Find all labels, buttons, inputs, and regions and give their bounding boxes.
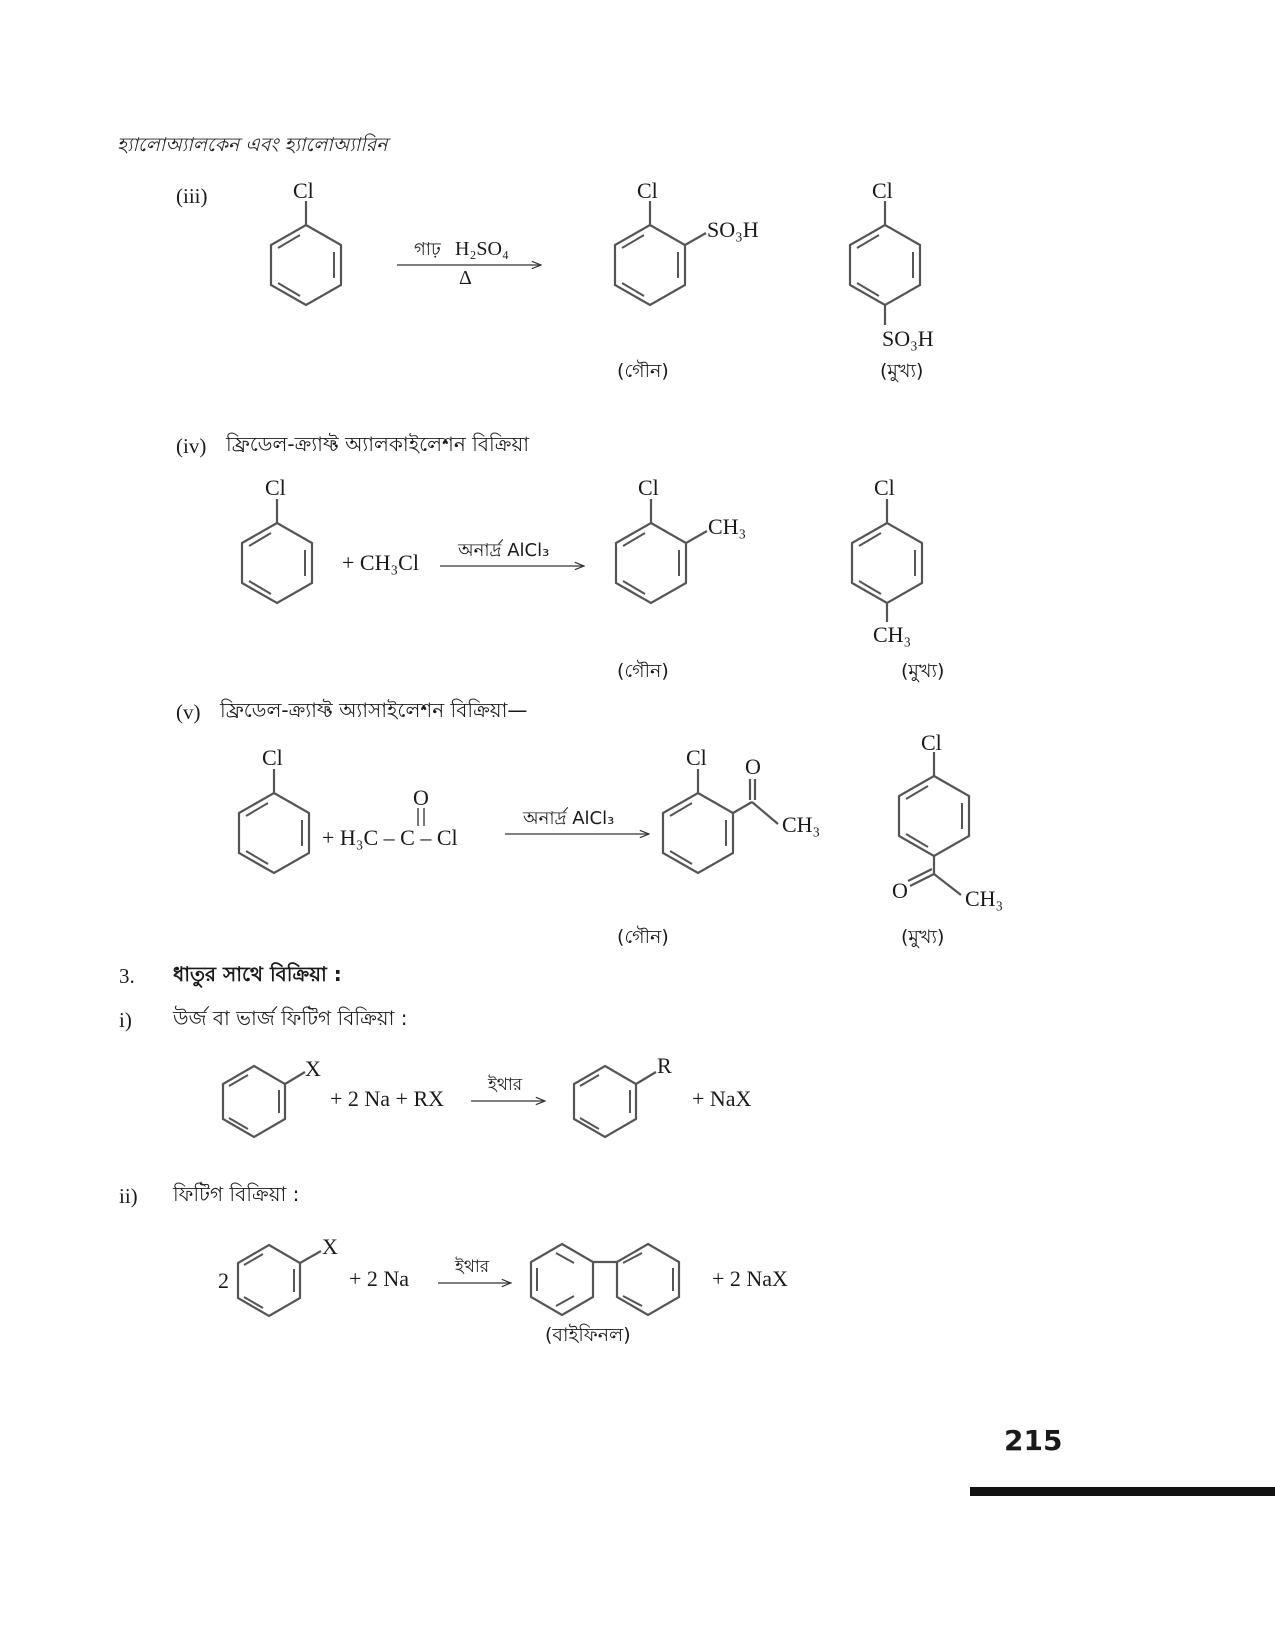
chlorobenzene-iii <box>271 178 341 305</box>
ii-arrow <box>438 1257 510 1283</box>
v-p1-cl: Cl <box>686 745 707 770</box>
section-3-ii-label: ii) <box>119 1184 138 1208</box>
section-v-heading: ফ্রিডেল-ক্র্যাফ্ট অ্যাসাইলেশন বিক্রিয়া— <box>220 698 528 722</box>
o-chloroacetophenone <box>617 745 820 948</box>
iii-reagent-bn: গাঢ় <box>414 239 441 260</box>
iii-reagent-heat: Δ <box>459 267 472 289</box>
ii-coefficient: 2 <box>218 1268 229 1293</box>
iv-arrow <box>440 539 583 566</box>
section-iv-heading: ফ্রিডেল-ক্র্যাফ্ট অ্যালকাইলেশন বিক্রিয়া <box>226 432 530 456</box>
v-p1-caption: (গৌন) <box>617 926 669 948</box>
v-acyl-oxygen: O <box>413 785 429 810</box>
running-header: হ্যালোঅ্যালকেন এবং হ্যালোঅ্যারিন <box>117 134 388 156</box>
page-number: 215 <box>1004 1424 1063 1457</box>
aryl-halide-i <box>223 1056 321 1137</box>
v-reactant-cl: Cl <box>262 745 283 770</box>
i-reagents: + 2 Na + RX <box>330 1086 445 1111</box>
i-side-product: + NaX <box>692 1086 752 1111</box>
biphenyl-caption: (বাইফিনল) <box>545 1324 631 1346</box>
p-chlorotoluene <box>852 475 944 682</box>
iv-p1-caption: (গৌন) <box>617 660 669 682</box>
ii-reagents: + 2 Na <box>349 1266 410 1291</box>
section-3-i-heading: উর্জ বা ভার্জ ফিটিগ বিক্রিয়া : <box>173 1006 408 1030</box>
biphenyl <box>531 1244 679 1346</box>
acetyl-chloride <box>322 785 458 850</box>
v-catalyst: অনার্দ্র AlCl₃ <box>523 808 615 829</box>
iii-reagent-formula: H₂SO₄ <box>455 238 509 260</box>
v-p2-oxygen: O <box>892 878 908 903</box>
iii-p1-caption: (গৌন) <box>617 360 669 382</box>
v-arrow <box>505 807 648 834</box>
aryl-halide-ii <box>238 1234 338 1316</box>
o-chlorobenzenesulfonic-acid <box>615 178 759 382</box>
v-p2-ch3: CH₃ <box>965 886 1004 911</box>
i-solvent: ইথার <box>488 1075 523 1095</box>
ii-solvent: ইথার <box>455 1257 490 1277</box>
v-p1-ch3: CH₃ <box>782 812 821 837</box>
chlorobenzene-v <box>239 745 309 873</box>
chlorobenzene-iv <box>242 475 312 603</box>
iii-p2-so3h: SO₃H <box>882 326 934 351</box>
iv-p2-caption: (মুখ্য) <box>901 660 945 682</box>
iii-reactant-cl: Cl <box>293 178 314 203</box>
i-sub-x: X <box>305 1056 321 1081</box>
ii-side-product: + 2 NaX <box>712 1266 788 1291</box>
iii-p2-caption: (মুখ্য) <box>880 360 924 382</box>
iii-p2-cl: Cl <box>872 178 893 203</box>
section-iv-label: (iv) <box>176 434 207 458</box>
iv-p1-ch3: CH₃ <box>708 514 747 539</box>
iv-p2-cl: Cl <box>874 475 895 500</box>
i-sub-r: R <box>657 1053 672 1078</box>
iv-p1-cl: Cl <box>638 475 659 500</box>
iii-p1-so3h: SO₃H <box>707 217 759 242</box>
section-3-ii-heading: ফিটিগ বিক্রিয়া : <box>173 1182 300 1206</box>
section-3-number: 3. <box>119 964 135 988</box>
iv-reactant-cl: Cl <box>265 475 286 500</box>
v-acyl-formula: + H₃C – C – Cl <box>322 825 458 850</box>
p-chlorobenzenesulfonic-acid <box>850 178 934 382</box>
o-chlorotoluene <box>616 475 746 682</box>
v-p2-cl: Cl <box>921 730 942 755</box>
iii-p1-cl: Cl <box>637 178 658 203</box>
ii-sub-x: X <box>322 1234 338 1259</box>
iii-arrow <box>397 238 540 289</box>
i-arrow <box>471 1075 544 1101</box>
v-p2-caption: (মুখ্য) <box>901 926 945 948</box>
p-chloroacetophenone <box>892 730 1003 948</box>
iv-methyl-chloride: + CH₃Cl <box>342 550 419 575</box>
iv-catalyst: অনার্দ্র AlCl₃ <box>458 540 550 561</box>
section-3-i-label: i) <box>119 1008 132 1032</box>
v-p1-oxygen: O <box>745 754 761 779</box>
section-v-label: (v) <box>176 700 201 724</box>
alkylbenzene-i <box>574 1053 672 1137</box>
section-3-heading: ধাতুর সাথে বিক্রিয়া : <box>173 962 342 986</box>
section-iii-label: (iii) <box>176 184 208 208</box>
iv-p2-ch3: CH₃ <box>873 622 912 647</box>
